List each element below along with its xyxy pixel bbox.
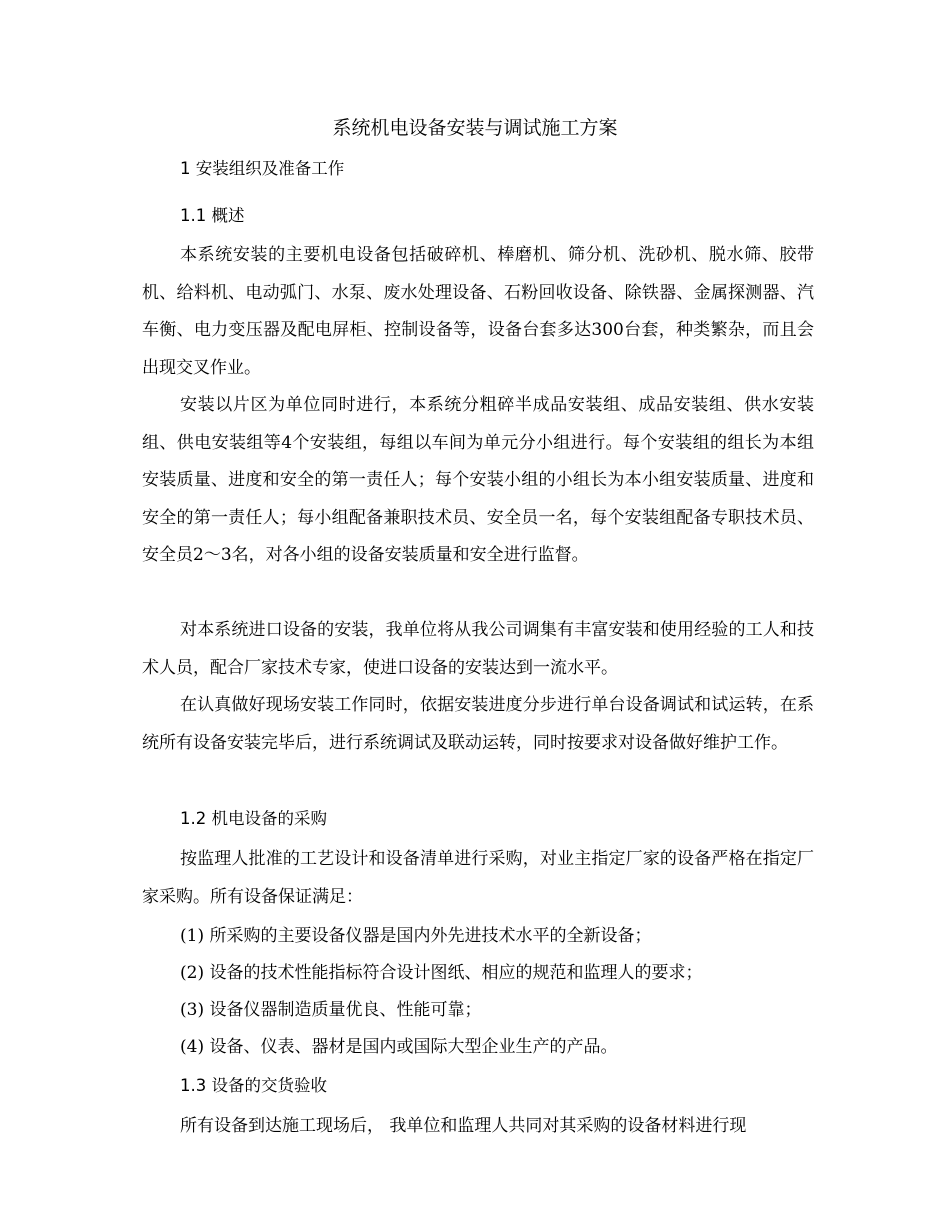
paragraph-delivery: 所有设备到达施工现场后， 我单位和监理人共同对其采购的设备材料进行现 bbox=[180, 1116, 747, 1136]
section-1-3-heading: 1.3 设备的交货验收 bbox=[180, 1076, 327, 1095]
paragraph-overview-3: 对本系统进口设备的安装，我单位将从我公司调集有丰富安装和使用经验的工人和技术人员，配合厂家技术专家，使进口设备的安装达到一流水平。 bbox=[142, 620, 814, 678]
section-1-heading: 1 安装组织及准备工作 bbox=[180, 159, 345, 178]
list-item: (4) 设备、仪表、器材是国内或国际大型企业生产的产品。 bbox=[180, 1037, 618, 1057]
document-title: 系统机电设备安装与调试施工方案 bbox=[332, 117, 618, 139]
section-1-1-heading: 1.1 概述 bbox=[180, 206, 245, 225]
paragraph-overview-2: 安装以片区为单位同时进行，本系统分粗碎半成品安装组、成品安装组、供水安装组、供电安装组等4个安装组，每组以车间为单元分小组进行。每个安装组的组长为本组安装质量、进度和安全的第一责任人；每个安装小组的小组长为本小组安装质量、进度和安全的第一责任人；每小组配备兼职技术员、安全员一名，每个安装组配备专职技术员、安全员2～3名，对各小组的设备安装质量和安全进行监督。 bbox=[142, 395, 814, 565]
paragraph-procurement: 按监理人批准的工艺设计和设备清单进行采购，对业主指定厂家的设备严格在指定厂家采购。所有设备保证满足： bbox=[142, 849, 814, 907]
list-item: (1) 所采购的主要设备仪器是国内外先进技术水平的全新设备； bbox=[180, 926, 652, 946]
list-item: (3) 设备仪器制造质量优良、性能可靠； bbox=[180, 1000, 482, 1020]
list-item: (2) 设备的技术性能指标符合设计图纸、相应的规范和监理人的要求； bbox=[180, 963, 703, 983]
paragraph-overview-4: 在认真做好现场安装工作同时，依据安装进度分步进行单台设备调试和试运转，在系统所有设备安装完毕后，进行系统调试及联动运转，同时按要求对设备做好维护工作。 bbox=[142, 695, 814, 753]
section-1-2-heading: 1.2 机电设备的采购 bbox=[180, 809, 327, 828]
paragraph-overview-1: 本系统安装的主要机电设备包括破碎机、棒磨机、筛分机、洗砂机、脱水筛、胶带机、给料机、电动弧门、水泵、废水处理设备、石粉回收设备、除铁器、金属探测器、汽车衡、电力变压器及配电屏柜、控制设备等，设备台套多达300台套，种类繁杂，而且会出现交叉作业。 bbox=[142, 245, 814, 378]
